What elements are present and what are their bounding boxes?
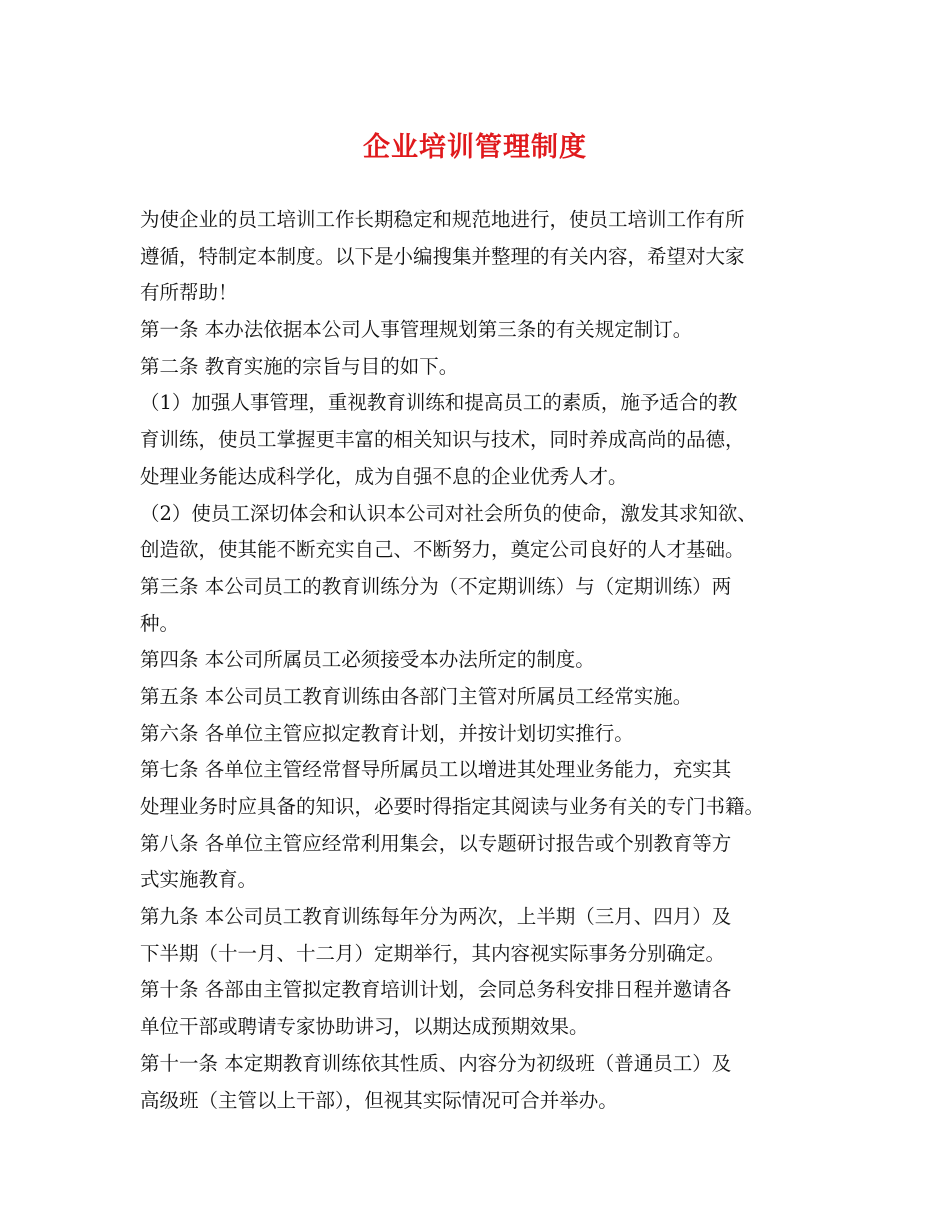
body-line: 为使企业的员工培训工作长期稳定和规范地进行，使员工培训工作有所 (140, 208, 745, 231)
body-line: 第九条 本公司员工教育训练每年分为两次，上半期（三月、四月）及 (140, 905, 732, 929)
body-line: 育训练，使员工掌握更丰富的相关知识与技术，同时养成高尚的品德， (140, 428, 745, 452)
body-line: 处理业务时应具备的知识，必要时得指定其阅读与业务有关的专门书籍。 (140, 795, 765, 818)
body-line: （2）使员工深切体会和认识本公司对社会所负的使命，激发其求知欲、 (140, 501, 757, 525)
body-line: 遵循，特制定本制度。以下是小编搜集并整理的有关内容，希望对大家 (140, 244, 745, 268)
document-body (140, 202, 820, 1119)
body-line: 下半期（十一月、十二月）定期举行，其内容视实际事务分别确定。 (140, 941, 726, 965)
document-title: 企业培训管理制度 (363, 132, 587, 163)
body-line: 高级班（主管以上干部），但视其实际情况可合并举办。 (140, 1088, 618, 1112)
body-line: 第三条 本公司员工的教育训练分为（不定期训练）与（定期训练）两 (140, 574, 732, 598)
body-line: 处理业务能达成科学化，成为自强不息的企业优秀人才。 (140, 464, 628, 488)
body-line: 第四条 本公司所属员工必须接受本办法所定的制度。 (140, 648, 595, 672)
body-line: 式实施教育。 (140, 868, 258, 892)
body-line: 创造欲，使其能不断充实自己、不断努力，奠定公司良好的人才基础。 (140, 538, 745, 562)
body-line: 第十一条 本定期教育训练依其性质、内容分为初级班（普通员工）及 (140, 1051, 732, 1075)
body-line: 第十条 各部由主管拟定教育培训计划，会同总务科安排日程并邀请各 (140, 978, 732, 1002)
body-line: 第五条 本公司员工教育训练由各部门主管对所属员工经常实施。 (140, 684, 693, 708)
body-line: 第一条 本办法依据本公司人事管理规划第三条的有关规定制订。 (140, 318, 693, 342)
body-line: 有所帮助！ (140, 281, 238, 305)
body-line: 种。 (140, 611, 180, 635)
body-line: 第二条 教育实施的宗旨与目的如下。 (140, 354, 459, 378)
body-line: 第七条 各单位主管经常督导所属员工以增进其处理业务能力，充实其 (140, 758, 732, 782)
body-line: 第八条 各单位主管应经常利用集会，以专题研讨报告或个别教育等方 (140, 831, 732, 855)
body-line: 单位干部或聘请专家协助讲习，以期达成预期效果。 (140, 1015, 589, 1039)
body-line: （1）加强人事管理，重视教育训练和提高员工的素质，施予适合的教 (140, 391, 738, 415)
body-line: 第六条 各单位主管应拟定教育计划，并按计划切实推行。 (140, 721, 634, 745)
